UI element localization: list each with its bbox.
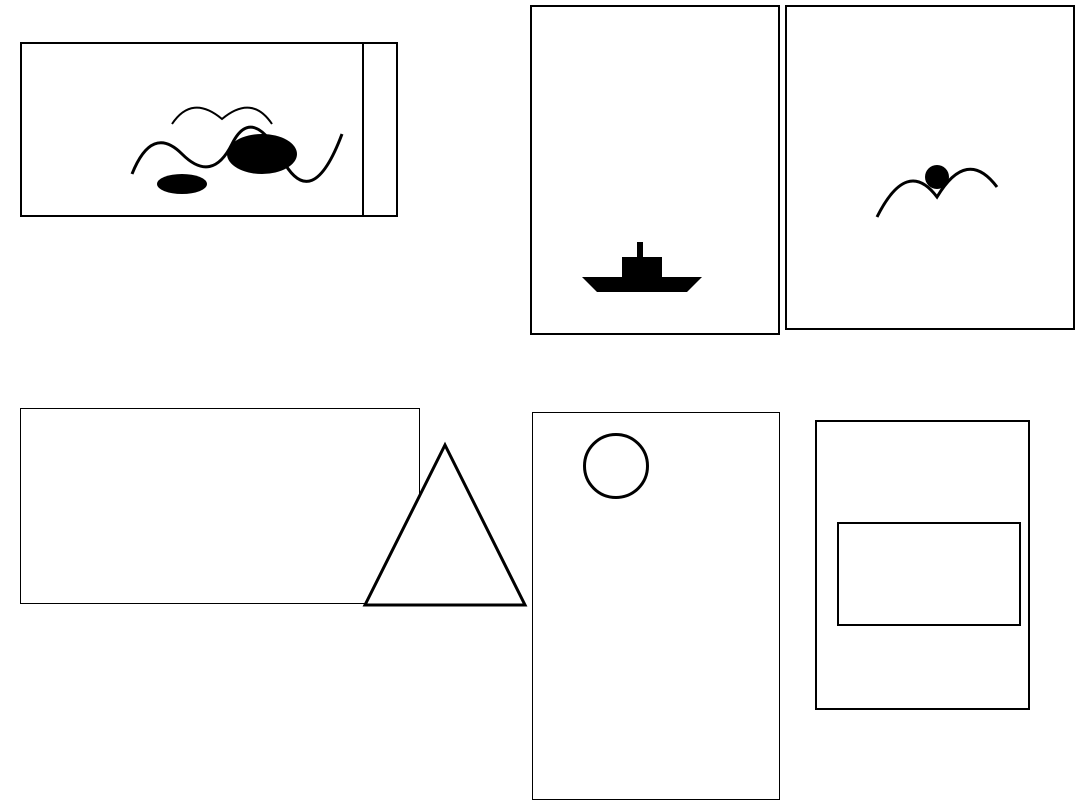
right-bottom-text [790,718,1075,803]
left-body-text [20,220,498,398]
calligraphy-mark [583,433,649,499]
landscape-illustration [112,64,362,204]
left-bottom-text [20,608,530,803]
middle-mid-text [532,348,782,408]
hk9-panel [530,5,780,335]
triangle-badge [360,440,530,610]
ship-illustration [572,237,712,297]
top-left-picture-panel [20,42,398,217]
right-riddle-text [790,338,1075,404]
dragon-grid [837,522,1021,626]
side-divider [362,44,364,217]
floral-illustration [867,127,1007,237]
poster-panel [785,5,1075,330]
nine-dragons-panel [815,420,1030,710]
secret-panel [532,412,780,800]
